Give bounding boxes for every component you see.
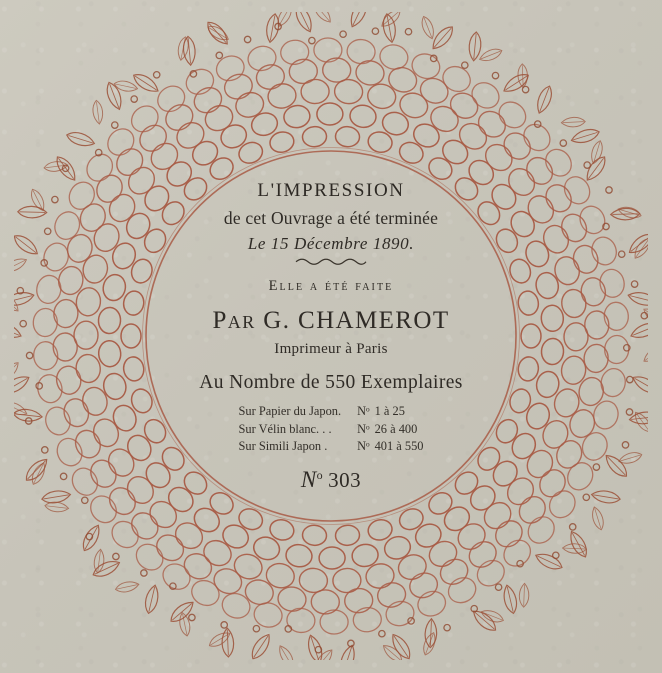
copies-kind: Sur Vélin blanc. . .: [238, 421, 332, 436]
copies-range: 401 à 550: [374, 438, 424, 453]
colophon-line-faite: Elle a été faite: [268, 277, 394, 294]
copies-table: [239, 404, 424, 457]
copies-symbol: Nᵒ: [357, 438, 370, 453]
colophon-text-block: [166, 180, 496, 493]
colophon-line-printer: Par G. CHAMEROT: [212, 306, 450, 334]
colophon-line-impression: L'IMPRESSION: [257, 179, 405, 201]
colophon-plate: [14, 12, 648, 660]
table-row: [239, 439, 424, 457]
copy-number-symbol: N: [300, 466, 317, 492]
copies-kind: Sur Simili Japon .: [238, 438, 328, 453]
copy-number-superscript: o: [316, 467, 324, 482]
colophon-line-date: Le 15 Décembre 1890.: [247, 233, 415, 253]
copy-number-value: 303: [328, 467, 362, 492]
copies-kind: Sur Papier du Japon.: [238, 403, 342, 418]
copies-range: 26 à 400: [374, 421, 418, 436]
table-row: [239, 421, 424, 439]
copies-symbol: Nᵒ: [357, 403, 370, 418]
colophon-line-city: Imprimeur à Paris: [274, 340, 388, 357]
copy-number: [166, 466, 496, 492]
copies-symbol: Nᵒ: [357, 421, 370, 436]
copies-range: 1 à 25: [374, 403, 405, 418]
colophon-line-edition-size: Au Nombre de 550 Exemplaires: [199, 371, 463, 393]
colophon-line-ouvrage: de cet Ouvrage a été terminée: [223, 207, 439, 228]
wavy-rule-ornament: [294, 256, 368, 266]
table-row: [239, 404, 424, 422]
